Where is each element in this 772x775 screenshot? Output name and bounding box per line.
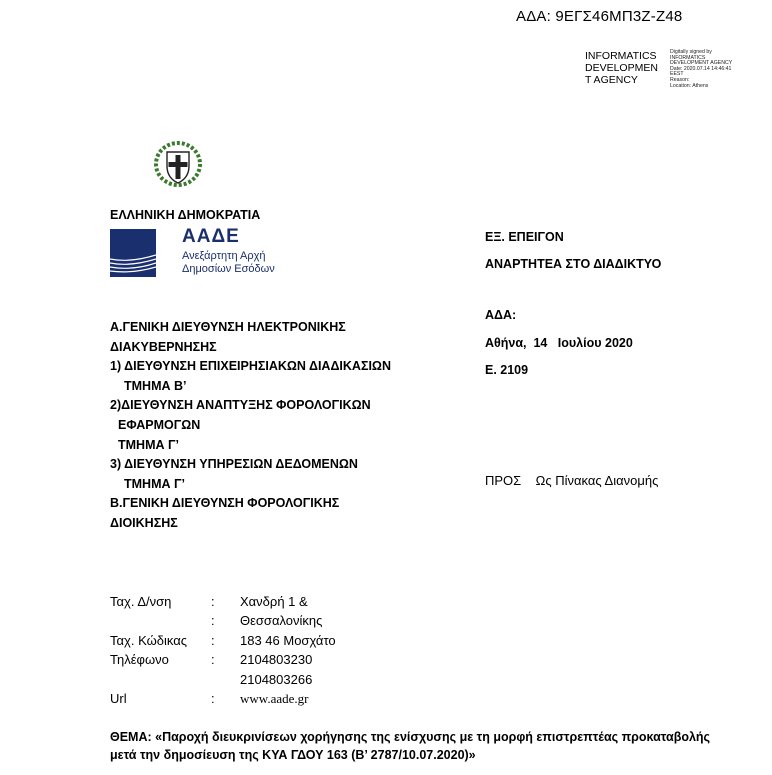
department-line: 2)ΔΙΕΥΘΥΝΣΗ ΑΝΑΠΤΥΞΗΣ ΦΟΡΟΛΟΓΙΚΩΝ	[110, 398, 371, 413]
protocol-number: Ε. 2109	[485, 363, 529, 377]
recipients: ΠΡΟΣ Ως Πίνακας Διανομής	[485, 473, 659, 488]
colon: :	[211, 613, 215, 629]
url-label: Url	[110, 691, 127, 707]
url-link[interactable]: www.aade.gr	[240, 691, 309, 707]
phone-2: 2104803266	[240, 671, 313, 687]
postcode-label: Ταχ. Κώδικας	[110, 632, 187, 648]
aade-subtitle: Ανεξάρτητη Αρχή Δημοσίων Εσόδων	[182, 250, 275, 275]
document-date: Αθήνα, 14 Ιουλίου 2020	[485, 336, 633, 350]
publish-label: ΑΝΑΡΤΗΤΕΑ ΣΤΟ ΔΙΑΔΙΚΤΥΟ	[485, 257, 662, 271]
address-line2: Θεσσαλονίκης	[240, 613, 323, 629]
urgent-label: ΕΞ. ΕΠΕΙΓΟΝ	[485, 230, 564, 244]
department-line: Α.ΓΕΝΙΚΗ ΔΙΕΥΘΥΝΣΗ ΗΛΕΚΤΡΟΝΙΚΗΣ	[110, 320, 346, 334]
phone-1: 2104803230	[240, 652, 313, 668]
department-line: Β.ΓΕΝΙΚΗ ΔΙΕΥΘΥΝΣΗ ΦΟΡΟΛΟΓΙΚΗΣ	[110, 496, 340, 511]
colon: :	[211, 632, 215, 648]
republic-title: ΕΛΛΗΝΙΚΗ ΔΗΜΟΚΡΑΤΙΑ	[110, 208, 261, 222]
colon: :	[211, 594, 215, 609]
department-line: ΔΙΑΚΥΒΕΡΝΗΣΗΣ	[110, 339, 217, 354]
aade-logo-icon	[110, 229, 156, 277]
aade-name: ΑΑΔΕ	[182, 226, 240, 247]
ada-label: ΑΔΑ:	[485, 308, 517, 322]
greek-emblem-icon	[153, 140, 203, 188]
department-line: ΤΜΗΜΑ Β’	[124, 378, 187, 393]
colon: :	[211, 691, 215, 707]
department-line: ΤΜΗΜΑ Γ’	[118, 437, 179, 452]
department-line: ΕΦΑΡΜΟΓΩΝ	[118, 417, 201, 432]
phone-label: Τηλέφωνο	[110, 652, 169, 668]
contact-details	[110, 592, 336, 708]
subject-line: ΘΕΜΑ: «Παροχή διευκρινίσεων χορήγησης της ενίσχυσης με τη μορφή επιστρεπτέας προκαταβολής μετά την δημοσίευση της ΚΥΑ ΓΔΟΥ 163 (Β’ 2787/10.07.2020)»	[110, 730, 711, 762]
postcode-value: 183 46 Μοσχάτο	[240, 632, 336, 648]
address-line1: Χανδρή 1 &	[240, 594, 308, 609]
signature-meta: Digitally signed by INFORMATICS DEVELOPMENT AGENCY Date: 2020.07.14 14:46:41 EEST Reason: Location: Athens	[670, 49, 733, 89]
department-list	[110, 318, 440, 534]
department-line: 3) ΔΙΕΥΘΥΝΣΗ ΥΠΗΡΕΣΙΩΝ ΔΕΔΟΜΕΝΩΝ	[110, 457, 358, 472]
department-line: ΔΙΟΙΚΗΣΗΣ	[110, 515, 178, 530]
address-label: Ταχ. Δ/νση	[110, 594, 172, 609]
department-line: ΤΜΗΜΑ Γ’	[124, 476, 185, 491]
colon: :	[211, 652, 215, 668]
signature-name: INFORMATICS DEVELOPMEN T AGENCY	[585, 50, 658, 86]
ada-code: ΑΔΑ: 9ΕΓΣ46ΜΠ3Ζ-Ζ48	[516, 8, 683, 25]
department-line: 1) ΔΙΕΥΘΥΝΣΗ ΕΠΙΧΕΙΡΗΣΙΑΚΩΝ ΔΙΑΔΙΚΑΣΙΩΝ	[110, 359, 391, 374]
